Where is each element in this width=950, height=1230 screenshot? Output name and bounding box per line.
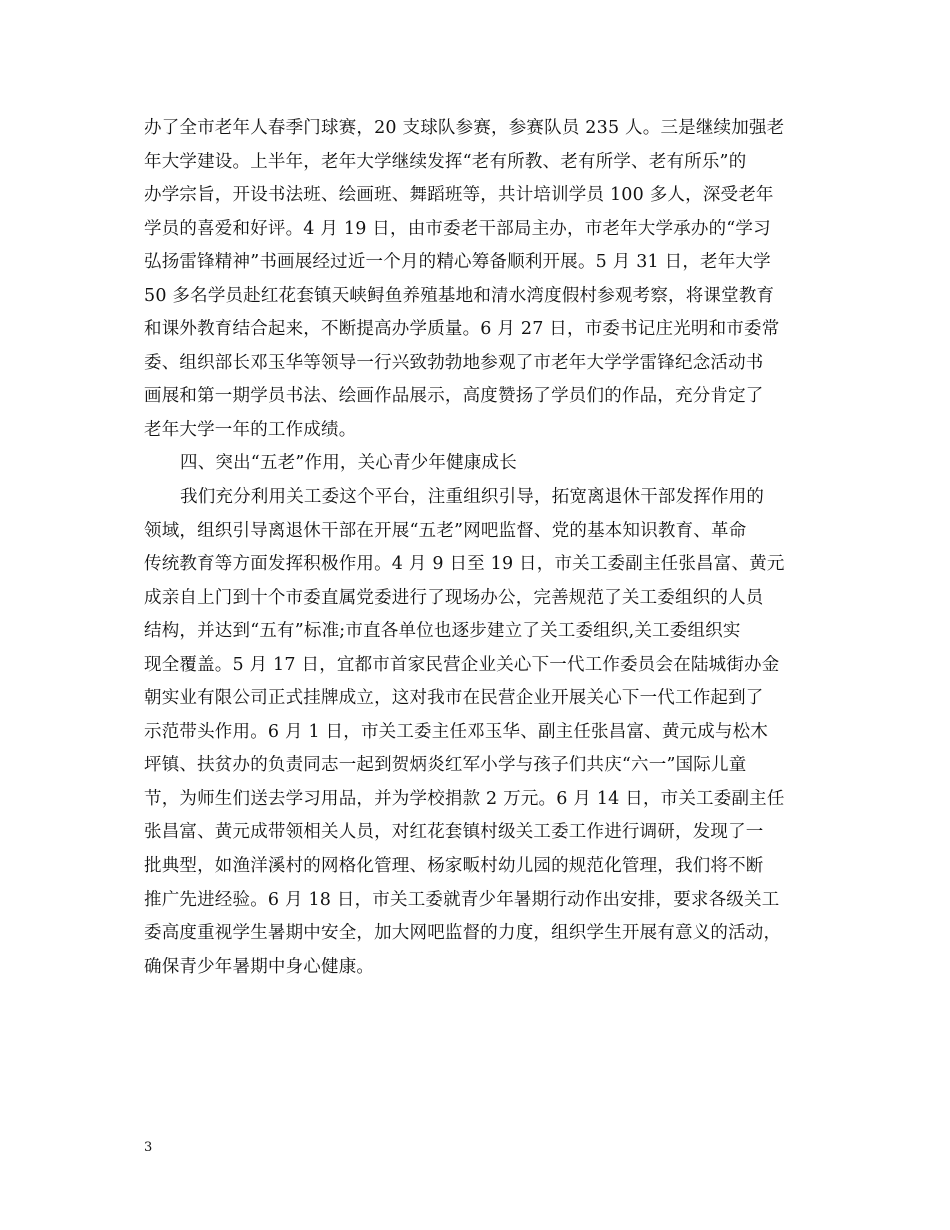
text-line: 传统教育等方面发挥积极作用。4 月 9 日至 19 日，市关工委副主任张昌富、黄元 — [144, 554, 785, 575]
text-line: 确保青少年暑期中身心健康。 — [144, 956, 375, 977]
text-line: 学员的喜爱和好评。4 月 19 日，由市委老干部局主办，市老年大学承办的“学习 — [144, 218, 771, 239]
text-line: 结构，并达到“五有”标准;市直各单位也逐步建立了关工委组织,关工委组织实 — [144, 621, 741, 642]
page-number: 3 — [144, 1140, 153, 1155]
text-line: 领域，组织引导离退休干部在开展“五老”网吧监督、党的基本知识教育、革命 — [144, 520, 747, 541]
text-line: 委高度重视学生暑期中安全，加大网吧监督的力度，组织学生开展有意义的活动， — [144, 923, 782, 944]
text-line: 办学宗旨，开设书法班、绘画班、舞蹈班等，共计培训学员 100 多人，深受老年 — [144, 185, 774, 206]
text-line: 现全覆盖。5 月 17 日，宜都市首家民营企业关心下一代工作委员会在陆城街办金 — [144, 654, 780, 675]
text-line: 弘扬雷锋精神”书画展经过近一个月的精心筹备顺利开展。5 月 31 日，老年大学 — [144, 252, 771, 273]
text-line: 50 多名学员赴红花套镇天峡鲟鱼养殖基地和清水湾度假村参观考察，将课堂教育 — [144, 285, 775, 306]
text-line: 画展和第一期学员书法、绘画作品展示，高度赞扬了学员们的作品，充分肯定了 — [144, 386, 764, 407]
body-text — [144, 112, 816, 984]
text-line: 推广先进经验。6 月 18 日，市关工委就青少年暑期行动作出安排，要求各级关工 — [144, 889, 780, 910]
text-line: 办了全市老年人春季门球赛，20 支球队参赛，参赛队员 235 人。三是继续加强老 — [144, 118, 785, 138]
text-line: 坪镇、扶贫办的负责同志一起到贺炳炎红军小学与孩子们共庆“六一”国际儿童 — [144, 755, 747, 776]
text-line: 老年大学一年的工作成绩。 — [144, 419, 357, 440]
text-line: 朝实业有限公司正式挂牌成立，这对我市在民营企业开展关心下一代工作起到了 — [144, 688, 764, 709]
text-line: 示范带头作用。6 月 1 日，市关工委主任邓玉华、副主任张昌富、黄元成与松木 — [144, 721, 769, 742]
text-line: 委、组织部长邓玉华等领导一行兴致勃勃地参观了市老年大学学雷锋纪念活动书 — [144, 352, 764, 373]
text-line: 批典型，如渔洋溪村的网格化管理、杨家畈村幼儿园的规范化管理，我们将不断 — [144, 856, 764, 877]
text-line: 张昌富、黄元成带领相关人员，对红花套镇村级关工委工作进行调研，发现了一 — [144, 822, 764, 843]
text-line: 我们充分利用关工委这个平台，注重组织引导，拓宽离退休干部发挥作用的 — [180, 487, 765, 508]
text-line: 节，为师生们送去学习用品，并为学校捐款 2 万元。6 月 14 日，市关工委副主任 — [144, 788, 785, 809]
text-line: 成亲自上门到十个市委直属党委进行了现场办公，完善规范了关工委组织的人员 — [144, 587, 764, 608]
text-line: 年大学建设。上半年，老年大学继续发挥“老有所教、老有所学、老有所乐”的 — [144, 151, 747, 172]
text-line: 四、突出“五老”作用，关心青少年健康成长 — [180, 453, 517, 474]
text-line: 和课外教育结合起来，不断提高办学质量。6 月 27 日，市委书记庄光明和市委常 — [144, 319, 780, 340]
